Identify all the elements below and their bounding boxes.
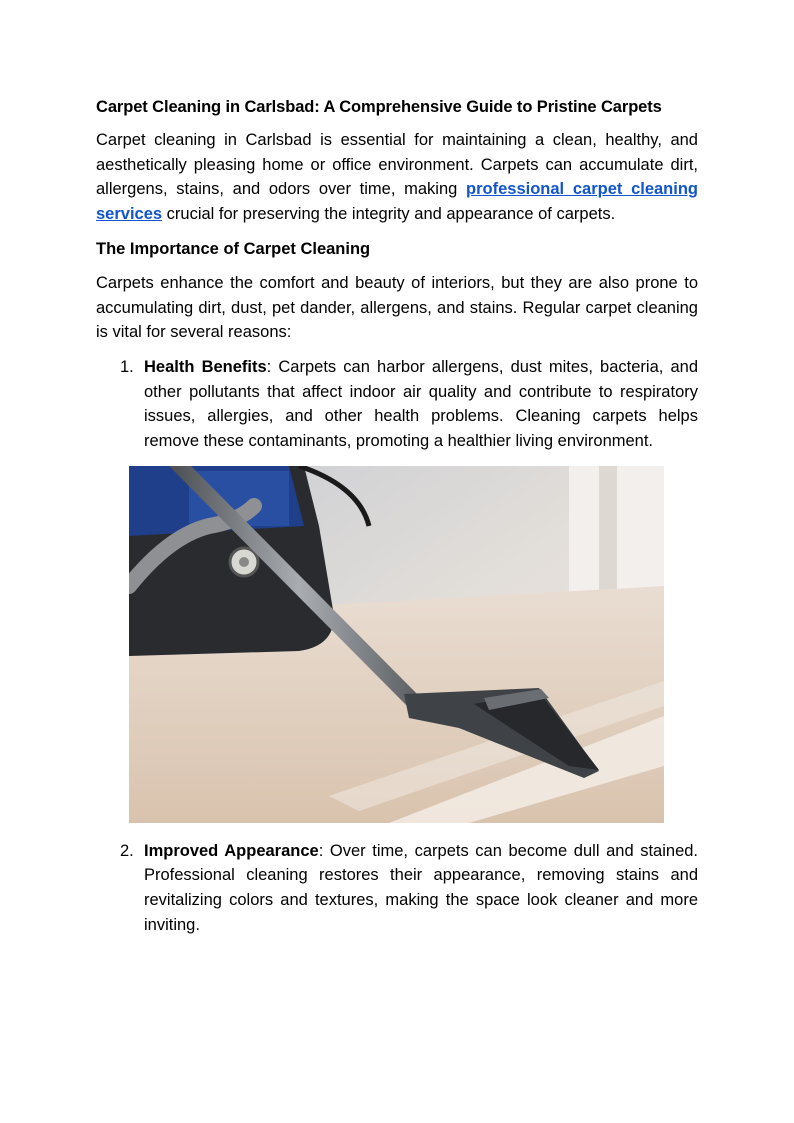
list-number: 2. [120,841,134,860]
list-term: Improved Appearance [144,841,319,860]
list-term: Health Benefits [144,357,267,376]
document-title: Carpet Cleaning in Carlsbad: A Comprehensive Guide to Pristine Carpets [96,98,662,116]
list-item [96,839,698,938]
intro-text-start: Carpet cleaning in Carlsbad is essential for maintaining a clean, healthy, and aesthetically pleasing home or office environment. Carpets can accumulate dirt, allergens, stains, and odors over time, making [96,131,698,199]
benefits-list-continued [96,839,698,938]
professional-cleaning-link[interactable]: professional carpet cleaning services [96,180,699,224]
intro-text-end: crucial for preserving the integrity and appearance of carpets. [162,205,616,224]
section-paragraph: Carpets enhance the comfort and beauty of interiors, but they are also prone to accumulating dirt, dust, pet dander, allergens, and stains. Regular carpet cleaning is vital for several reasons: [96,273,698,342]
benefits-list [96,355,698,454]
list-number: 1. [120,357,134,376]
list-text: : Carpets can harbor allergens, dust mites, bacteria, and other pollutants that affect indoor air quality and contribute to respiratory issues, allergies, and other health problems. Cleaning carpets helps remove these contaminants, promoting a healthier living environment. [144,357,698,451]
section-heading: The Importance of Carpet Cleaning [96,239,371,258]
list-item [96,355,698,454]
list-text: : Over time, carpets can become dull and stained. Professional cleaning restores their appearance, removing stains and revitalizing colors and textures, making the space look cleaner and more inviting. [144,841,699,934]
document-page [96,95,698,938]
carpet-cleaning-photo [129,466,664,823]
intro-paragraph [96,128,698,227]
